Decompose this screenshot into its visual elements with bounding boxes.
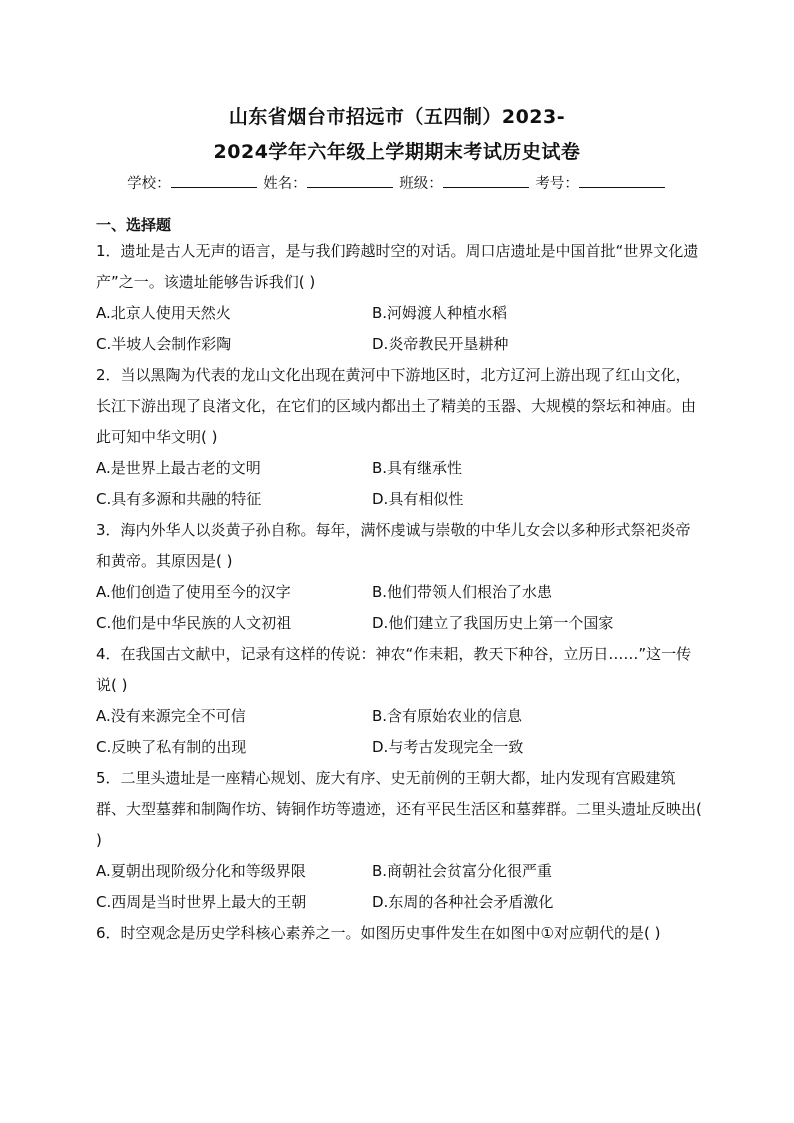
option-c[interactable]: C.半坡人会制作彩陶	[96, 335, 232, 353]
question-5	[96, 763, 702, 918]
option-b[interactable]: B.他们带领人们根治了水患	[372, 583, 553, 601]
option-b[interactable]: B.河姆渡人种植水稻	[372, 304, 508, 322]
question-1	[96, 236, 702, 360]
question-6	[96, 918, 702, 949]
section-title: 一、选择题	[96, 216, 172, 234]
option-d[interactable]: D.炎帝教民开垦耕种	[372, 335, 509, 353]
class-label: 班级：	[399, 176, 443, 192]
question-stem: 3．海内外华人以炎黄子孙自称。每年，满怀虔诚与崇敬的中华儿女会以多种形式祭祀炎帝和黄帝。其原因是( )	[96, 521, 691, 570]
option-b[interactable]: B.含有原始农业的信息	[372, 707, 523, 725]
option-c[interactable]: C.西周是当时世界上最大的王朝	[96, 893, 307, 911]
school-blank[interactable]	[171, 174, 257, 188]
option-d[interactable]: D.与考古发现完全一致	[372, 738, 524, 756]
exam-number-label: 考号：	[535, 176, 579, 192]
option-b[interactable]: B.商朝社会贫富分化很严重	[372, 862, 553, 880]
option-c[interactable]: C.反映了私有制的出现	[96, 738, 247, 756]
question-stem: 1．遗址是古人无声的语言，是与我们跨越时空的对话。周口店遗址是中国首批“世界文化遗产”之一。该遗址能够告诉我们( )	[96, 242, 699, 291]
option-a[interactable]: A.他们创造了使用至今的汉字	[96, 583, 291, 601]
option-d[interactable]: D.他们建立了我国历史上第一个国家	[372, 614, 614, 632]
option-a[interactable]: A.没有来源完全不可信	[96, 707, 246, 725]
exam-title-line-1: 山东省烟台市招远市（五四制）2023-	[228, 106, 566, 128]
option-a[interactable]: A.北京人使用天然火	[96, 304, 231, 322]
question-3	[96, 515, 702, 639]
question-stem: 4．在我国古文献中，记录有这样的传说：神农“作耒耜，教天下种谷，立历日……”这一传说( )	[96, 645, 692, 694]
school-label: 学校：	[127, 176, 171, 192]
option-c[interactable]: C.他们是中华民族的人文初祖	[96, 614, 292, 632]
option-c[interactable]: C.具有多源和共融的特征	[96, 490, 262, 508]
name-label: 姓名：	[263, 176, 307, 192]
student-info-line	[0, 172, 794, 193]
question-stem: 2．当以黑陶为代表的龙山文化出现在黄河中下游地区时，北方辽河上游出现了红山文化，长江下游出现了良渚文化，在它们的区域内都出土了精美的玉器、大规模的祭坛和神庙。由此可知中华文明( )	[96, 366, 697, 446]
option-d[interactable]: D.具有相似性	[372, 490, 464, 508]
option-b[interactable]: B.具有继承性	[372, 459, 463, 477]
question-list	[96, 214, 702, 949]
option-d[interactable]: D.东周的各种社会矛盾激化	[372, 893, 554, 911]
name-blank[interactable]	[307, 174, 393, 188]
question-stem: 6．时空观念是历史学科核心素养之一。如图历史事件发生在如图中①对应朝代的是( )	[96, 924, 661, 942]
exam-title-line-2: 2024学年六年级上学期期末考试历史试卷	[213, 141, 581, 163]
option-a[interactable]: A.夏朝出现阶级分化和等级界限	[96, 862, 306, 880]
question-4	[96, 639, 702, 763]
exam-number-blank[interactable]	[579, 174, 665, 188]
option-a[interactable]: A.是世界上最古老的文明	[96, 459, 261, 477]
question-stem: 5．二里头遗址是一座精心规划、庞大有序、史无前例的王朝大都，址内发现有宫殿建筑群、大型墓葬和制陶作坊、铸铜作坊等遗迹，还有平民生活区和墓葬群。二里头遗址反映出( )	[96, 769, 702, 849]
class-blank[interactable]	[443, 174, 529, 188]
question-2	[96, 360, 702, 515]
